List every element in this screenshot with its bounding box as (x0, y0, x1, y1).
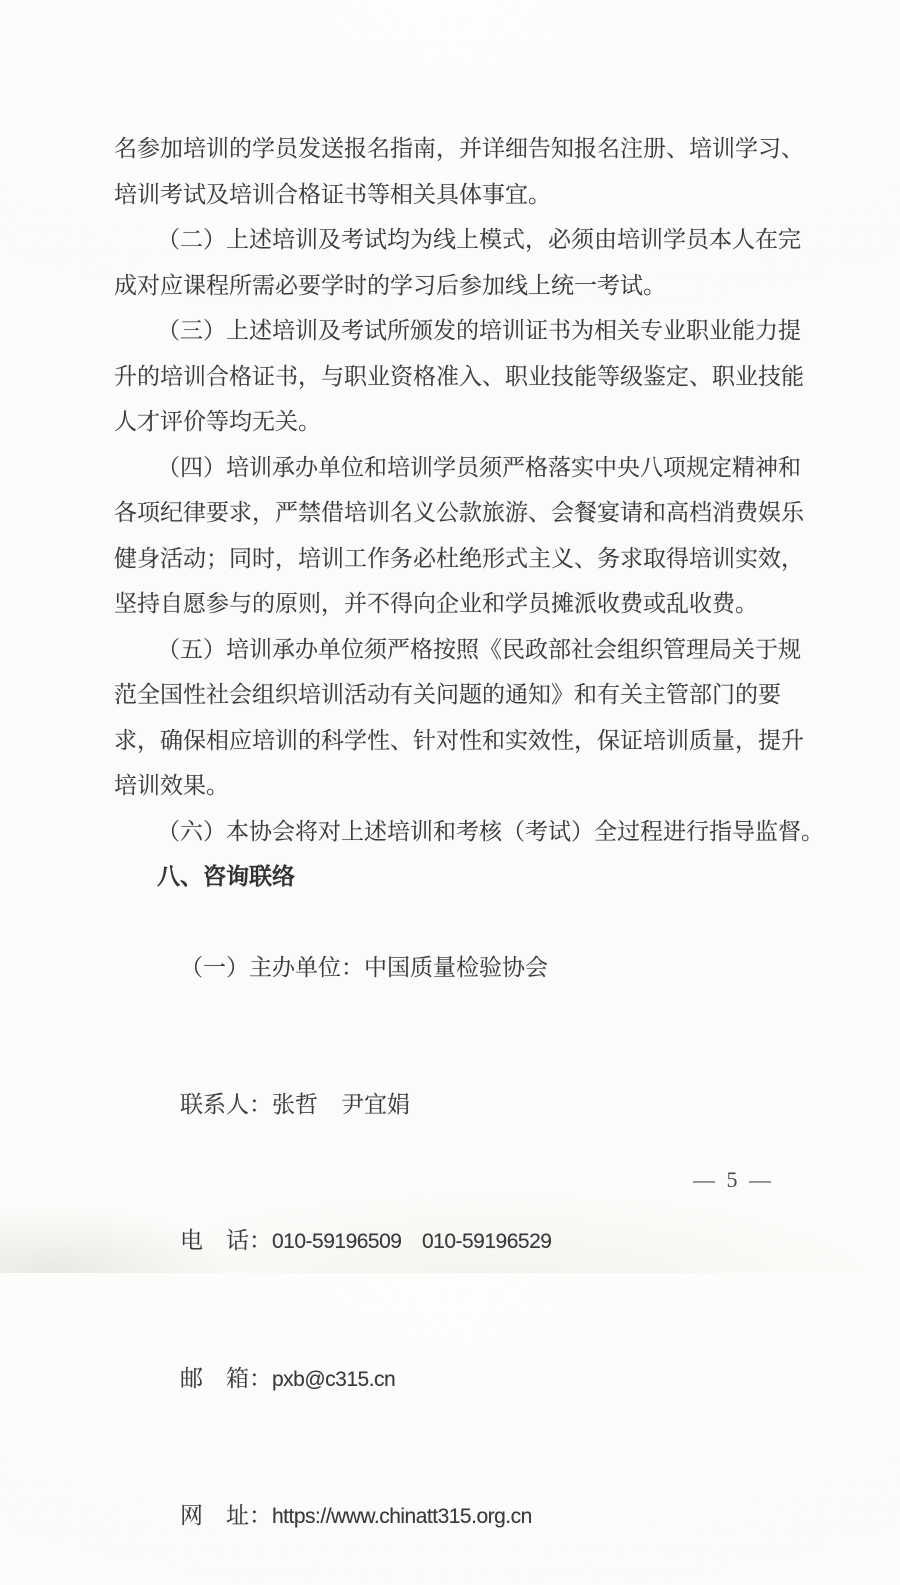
page-number: — 5 — (693, 1166, 771, 1194)
contact-value: pxb@c315.cn (272, 1368, 395, 1391)
contact-value: 中国质量检验协会 (364, 955, 548, 980)
contact-label: 联系人： (180, 1092, 272, 1117)
contact-label: 邮 箱： (180, 1366, 272, 1391)
doc-line: 培训考试及培训合格证书等相关具体事宜。 (114, 172, 830, 218)
doc-line: 升的培训合格证书，与职业资格准入、职业技能等级鉴定、职业技能 (114, 354, 830, 400)
contact-label: 电 话： (180, 1228, 272, 1253)
contact-line-organizer (114, 900, 830, 1037)
section-heading: 八、咨询联络 (114, 854, 830, 900)
doc-line: （四）培训承办单位和培训学员须严格落实中央八项规定精神和 (114, 445, 830, 491)
contact-value: 010-59196509 010-59196529 (272, 1230, 551, 1253)
doc-line: 健身活动；同时，培训工作务必杜绝形式主义、务求取得培训实效， (114, 536, 830, 582)
contact-line-website (114, 1448, 830, 1585)
document-body (114, 126, 830, 1585)
doc-line: （六）本协会将对上述培训和考核（考试）全过程进行指导监督。 (114, 809, 830, 855)
doc-line: 求，确保相应培训的科学性、针对性和实效性，保证培训质量，提升 (114, 718, 830, 764)
contact-line-person (114, 1036, 830, 1173)
doc-line: （五）培训承办单位须严格按照《民政部社会组织管理局关于规 (114, 627, 830, 673)
doc-line: 坚持自愿参与的原则，并不得向企业和学员摊派收费或乱收费。 (114, 581, 830, 627)
contact-label: （一）主办单位： (180, 955, 364, 980)
doc-line: 成对应课程所需必要学时的学习后参加线上统一考试。 (114, 263, 830, 309)
contact-label: 网 址： (180, 1503, 272, 1528)
doc-line: 范全国性社会组织培训活动有关问题的通知》和有关主管部门的要 (114, 672, 830, 718)
doc-line: 培训效果。 (114, 763, 830, 809)
doc-line: （三）上述培训及考试所颁发的培训证书为相关专业职业能力提 (114, 308, 830, 354)
contact-line-email (114, 1310, 830, 1448)
doc-line: 人才评价等均无关。 (114, 399, 830, 445)
contact-value: https://www.chinatt315.org.cn (272, 1505, 532, 1528)
doc-line: （二）上述培训及考试均为线上模式，必须由培训学员本人在完 (114, 217, 830, 263)
doc-line: 各项纪律要求，严禁借培训名义公款旅游、会餐宴请和高档消费娱乐 (114, 490, 830, 536)
contact-value: 张哲 尹宜娟 (272, 1092, 410, 1117)
doc-line: 名参加培训的学员发送报名指南，并详细告知报名注册、培训学习、 (114, 126, 830, 172)
